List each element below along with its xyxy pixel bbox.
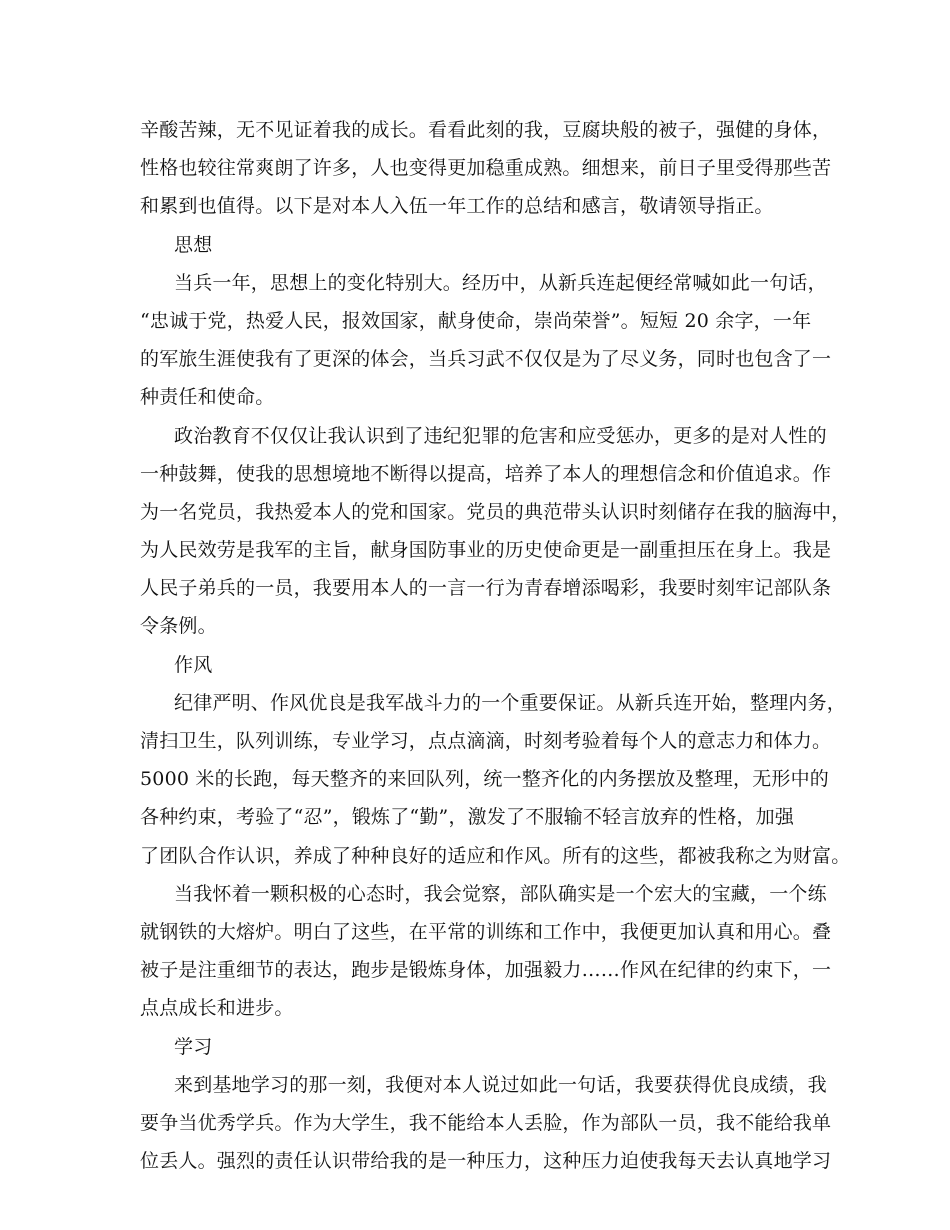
paragraph-line: 清扫卫生，队列训练，专业学习，点点滴滴，时刻考验着每个人的意志力和体力。 xyxy=(140,730,832,752)
paragraph-line: 和累到也值得。以下是对本人入伍一年工作的总结和感言，敬请领导指正。 xyxy=(140,195,774,218)
paragraph-line-indented: 政治教育不仅仅让我认识到了违纪犯罪的危害和应受惩办，更多的是对人性的 xyxy=(174,424,827,447)
paragraph-line-indented: 学习 xyxy=(174,1035,213,1058)
paragraph-line-indented: 思想 xyxy=(174,233,213,256)
paragraph-line: 5000 米的长跑，每天整齐的来回队列，统一整齐化的内务摆放及整理，无形中的 xyxy=(140,768,829,791)
paragraph-line-indented: 纪律严明、作风优良是我军战斗力的一个重要保证。从新兵连开始，整理内务， xyxy=(174,691,847,714)
paragraph-line-indented: 当兵一年，思想上的变化特别大。经历中，从新兵连起便经常喊如此一句话， xyxy=(174,271,827,294)
paragraph-line: 令条例。 xyxy=(140,615,217,638)
paragraph-line: 为人民效劳是我军的主旨，献身国防事业的历史使命更是一副重担压在身上。我是 xyxy=(140,539,832,562)
paragraph-line: 人民子弟兵的一员，我要用本人的一言一行为青春增添喝彩，我要时刻牢记部队条 xyxy=(140,577,832,600)
paragraph-line: 性格也较往常爽朗了许多，人也变得更加稳重成熟。细想来，前日子里受得那些苦 xyxy=(140,157,832,180)
paragraph-line: 一种鼓舞，使我的思想境地不断得以提高，培养了本人的理想信念和价值追求。作 xyxy=(140,462,832,485)
paragraph-line-indented: 来到基地学习的那一刻，我便对本人说过如此一句话，我要获得优良成绩，我 xyxy=(174,1073,827,1096)
paragraph-line: 各种约束，考验了“忍”，锻炼了“勤”，激发了不服输不轻言放弃的性格，加强 xyxy=(140,806,795,829)
paragraph-line-indented: 当我怀着一颗积极的心态时，我会觉察，部队确实是一个宏大的宝藏，一个练 xyxy=(174,882,827,905)
paragraph-line: 的军旅生涯使我有了更深的体会，当兵习武不仅仅是为了尽义务，同时也包含了一 xyxy=(140,348,832,371)
paragraph-line: “忠诚于党，热爱人民，报效国家，献身使命，崇尚荣誉”。短短 20 余字，一年 xyxy=(140,309,812,332)
document-body xyxy=(140,111,851,1180)
paragraph-line: 点点成长和进步。 xyxy=(140,997,294,1020)
paragraph-line-indented: 作风 xyxy=(174,653,213,676)
paragraph-line: 位丢人。强烈的责任认识带给我的是一种压力，这种压力迫使我每天去认真地学习 xyxy=(140,1150,832,1173)
paragraph-line: 为一名党员，我热爱本人的党和国家。党员的典范带头认识时刻储存在我的脑海中， xyxy=(140,500,851,523)
paragraph-line: 辛酸苦辣，无不见证着我的成长。看看此刻的我，豆腐块般的被子，强健的身体， xyxy=(140,119,832,141)
paragraph-line: 要争当优秀学兵。作为大学生，我不能给本人丢脸，作为部队一员，我不能给我单 xyxy=(140,1111,832,1134)
paragraph-line: 了团队合作认识，养成了种种良好的适应和作风。所有的这些，都被我称之为财富。 xyxy=(140,844,851,867)
paragraph-line: 种责任和使命。 xyxy=(140,386,275,409)
paragraph-line: 被子是注重细节的表达，跑步是锻炼身体，加强毅力……作风在纪律的约束下，一 xyxy=(140,959,832,982)
paragraph-line: 就钢铁的大熔炉。明白了这些，在平常的训练和工作中，我便更加认真和用心。叠 xyxy=(140,920,832,943)
